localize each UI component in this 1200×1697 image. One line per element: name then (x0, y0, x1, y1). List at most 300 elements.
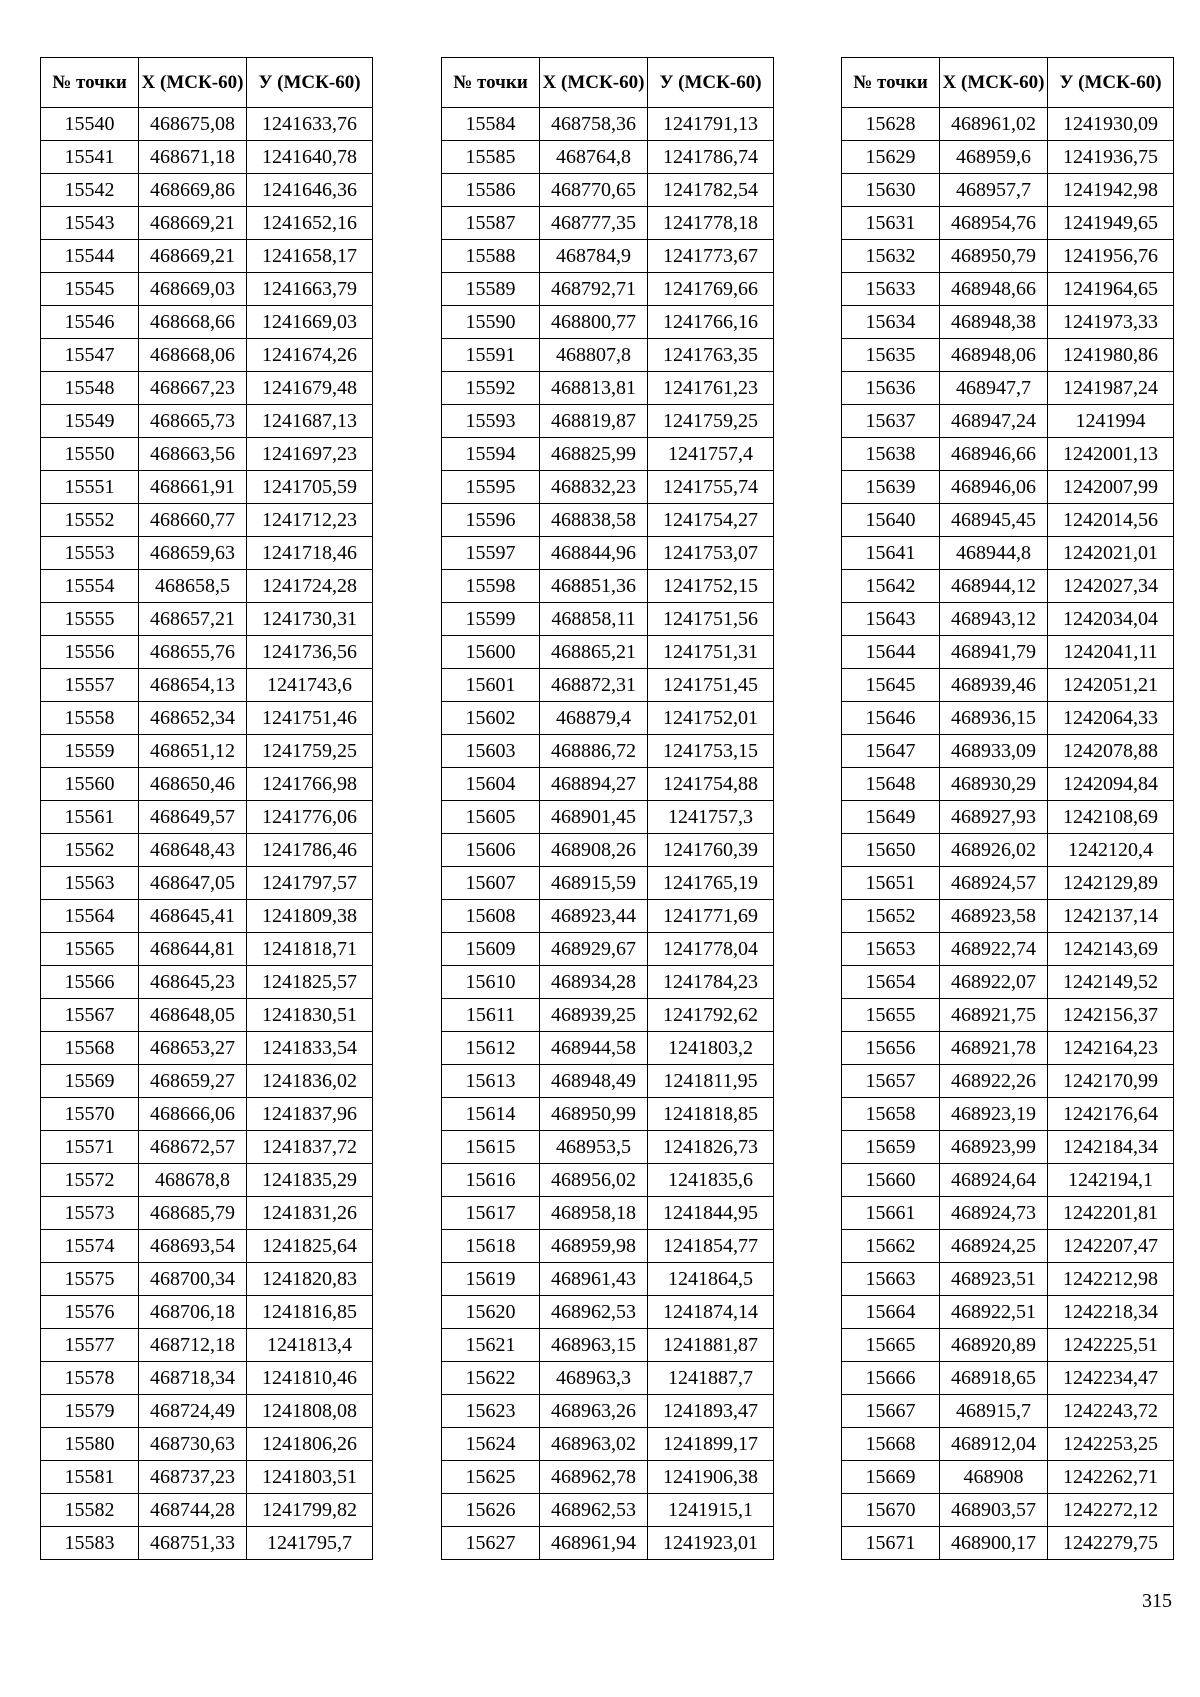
table-row (842, 867, 1174, 900)
y-coordinate-cell: 1241786,46 (247, 834, 373, 867)
y-coordinate-cell: 1241973,33 (1048, 306, 1174, 339)
x-coordinate-cell: 468922,07 (940, 966, 1048, 999)
y-coordinate-cell: 1242176,64 (1048, 1098, 1174, 1131)
y-coordinate-cell: 1242170,99 (1048, 1065, 1174, 1098)
table-row (41, 867, 373, 900)
point-number-cell: 15648 (842, 768, 940, 801)
page-number: 315 (1142, 1590, 1172, 1612)
point-number-cell: 15555 (41, 603, 139, 636)
table-row (442, 174, 774, 207)
y-coordinate-cell: 1241753,15 (648, 735, 774, 768)
point-number-cell: 15632 (842, 240, 940, 273)
x-coordinate-cell: 468648,05 (139, 999, 247, 1032)
table-row (41, 1461, 373, 1494)
table-row (41, 636, 373, 669)
table-row (442, 1197, 774, 1230)
table-row (842, 1296, 1174, 1329)
y-coordinate-cell: 1242194,1 (1048, 1164, 1174, 1197)
x-coordinate-cell: 468666,06 (139, 1098, 247, 1131)
x-coordinate-cell: 468644,81 (139, 933, 247, 966)
table-row (41, 735, 373, 768)
point-number-cell: 15628 (842, 108, 940, 141)
x-coordinate-cell: 468944,58 (540, 1032, 648, 1065)
point-number-cell: 15590 (442, 306, 540, 339)
point-number-cell: 15574 (41, 1230, 139, 1263)
y-coordinate-cell: 1241825,57 (247, 966, 373, 999)
x-coordinate-cell: 468915,7 (940, 1395, 1048, 1428)
y-coordinate-cell: 1242149,52 (1048, 966, 1174, 999)
point-number-cell: 15627 (442, 1527, 540, 1560)
x-coordinate-cell: 468819,87 (540, 405, 648, 438)
x-coordinate-cell: 468685,79 (139, 1197, 247, 1230)
x-coordinate-cell: 468950,99 (540, 1098, 648, 1131)
x-coordinate-cell: 468900,17 (940, 1527, 1048, 1560)
y-coordinate-cell: 1242279,75 (1048, 1527, 1174, 1560)
table-row (442, 108, 774, 141)
y-coordinate-cell: 1241759,25 (247, 735, 373, 768)
y-coordinate-cell: 1241899,17 (648, 1428, 774, 1461)
point-number-cell: 15553 (41, 537, 139, 570)
table-row (442, 735, 774, 768)
table-row (842, 207, 1174, 240)
y-coordinate-cell: 1241771,69 (648, 900, 774, 933)
point-number-cell: 15550 (41, 438, 139, 471)
point-number-cell: 15616 (442, 1164, 540, 1197)
y-coordinate-cell: 1241803,2 (648, 1032, 774, 1065)
point-number-cell: 15662 (842, 1230, 940, 1263)
x-coordinate-cell: 468947,24 (940, 405, 1048, 438)
y-coordinate-cell: 1241751,31 (648, 636, 774, 669)
y-coordinate-cell: 1242094,84 (1048, 768, 1174, 801)
x-coordinate-cell: 468920,89 (940, 1329, 1048, 1362)
x-coordinate-cell: 468922,74 (940, 933, 1048, 966)
y-coordinate-cell: 1241760,39 (648, 834, 774, 867)
x-coordinate-cell: 468930,29 (940, 768, 1048, 801)
x-coordinate-cell: 468865,21 (540, 636, 648, 669)
table-row (41, 1395, 373, 1428)
y-coordinate-cell: 1241724,28 (247, 570, 373, 603)
table-row (442, 1263, 774, 1296)
point-number-cell: 15595 (442, 471, 540, 504)
y-coordinate-cell: 1242143,69 (1048, 933, 1174, 966)
x-coordinate-cell: 468923,58 (940, 900, 1048, 933)
point-number-cell: 15573 (41, 1197, 139, 1230)
table-row (41, 1428, 373, 1461)
y-coordinate-cell: 1242027,34 (1048, 570, 1174, 603)
table-row (842, 702, 1174, 735)
x-coordinate-cell: 468669,21 (139, 240, 247, 273)
point-number-header: № точки (41, 58, 139, 108)
point-number-cell: 15560 (41, 768, 139, 801)
x-coordinate-cell: 468654,13 (139, 669, 247, 702)
y-coordinate-cell: 1242184,34 (1048, 1131, 1174, 1164)
point-number-cell: 15626 (442, 1494, 540, 1527)
x-coordinate-cell: 468939,25 (540, 999, 648, 1032)
point-number-cell: 15585 (442, 141, 540, 174)
table-row (41, 966, 373, 999)
y-coordinate-cell: 1241820,83 (247, 1263, 373, 1296)
table-row (842, 504, 1174, 537)
y-coordinate-cell: 1241810,46 (247, 1362, 373, 1395)
table-row (842, 1032, 1174, 1065)
point-number-cell: 15670 (842, 1494, 940, 1527)
x-coordinate-cell: 468832,23 (540, 471, 648, 504)
point-number-cell: 15562 (41, 834, 139, 867)
x-coordinate-cell: 468655,76 (139, 636, 247, 669)
x-coordinate-cell: 468924,73 (940, 1197, 1048, 1230)
table-row (442, 1461, 774, 1494)
y-coordinate-cell: 1241663,79 (247, 273, 373, 306)
point-number-cell: 15548 (41, 372, 139, 405)
table-row (842, 1428, 1174, 1461)
y-coordinate-cell: 1242021,01 (1048, 537, 1174, 570)
x-coordinate-cell: 468744,28 (139, 1494, 247, 1527)
y-coordinate-cell: 1241874,14 (648, 1296, 774, 1329)
y-coordinate-header: У (МСК-60) (247, 58, 373, 108)
point-number-cell: 15669 (842, 1461, 940, 1494)
point-number-cell: 15578 (41, 1362, 139, 1395)
point-number-cell: 15580 (41, 1428, 139, 1461)
x-coordinate-cell: 468908 (940, 1461, 1048, 1494)
x-coordinate-cell: 468777,35 (540, 207, 648, 240)
point-number-cell: 15633 (842, 273, 940, 306)
y-coordinate-cell: 1241833,54 (247, 1032, 373, 1065)
x-coordinate-cell: 468944,12 (940, 570, 1048, 603)
x-coordinate-cell: 468926,02 (940, 834, 1048, 867)
table-row (41, 273, 373, 306)
x-coordinate-cell: 468669,03 (139, 273, 247, 306)
table-row (442, 570, 774, 603)
y-coordinate-cell: 1242120,4 (1048, 834, 1174, 867)
x-coordinate-cell: 468927,93 (940, 801, 1048, 834)
point-number-cell: 15650 (842, 834, 940, 867)
table-row (842, 1197, 1174, 1230)
x-coordinate-cell: 468903,57 (940, 1494, 1048, 1527)
table-row (442, 768, 774, 801)
table-row (442, 273, 774, 306)
table-row (41, 1032, 373, 1065)
x-coordinate-cell: 468963,26 (540, 1395, 648, 1428)
x-coordinate-cell: 468918,65 (940, 1362, 1048, 1395)
table-row (442, 1065, 774, 1098)
y-coordinate-cell: 1241697,23 (247, 438, 373, 471)
point-number-cell: 15589 (442, 273, 540, 306)
y-coordinate-cell: 1241797,57 (247, 867, 373, 900)
table-row (41, 504, 373, 537)
point-number-cell: 15664 (842, 1296, 940, 1329)
x-coordinate-cell: 468948,49 (540, 1065, 648, 1098)
table-row (442, 1296, 774, 1329)
table-row (41, 900, 373, 933)
table-row (842, 603, 1174, 636)
table-row (442, 438, 774, 471)
x-coordinate-cell: 468667,23 (139, 372, 247, 405)
point-number-cell: 15661 (842, 1197, 940, 1230)
x-coordinate-cell: 468946,66 (940, 438, 1048, 471)
y-coordinate-cell: 1241836,02 (247, 1065, 373, 1098)
x-coordinate-cell: 468661,91 (139, 471, 247, 504)
y-coordinate-cell: 1241906,38 (648, 1461, 774, 1494)
table-row (41, 438, 373, 471)
x-coordinate-cell: 468724,49 (139, 1395, 247, 1428)
table-row (442, 1032, 774, 1065)
table-row (41, 174, 373, 207)
x-coordinate-cell: 468675,08 (139, 108, 247, 141)
point-number-cell: 15666 (842, 1362, 940, 1395)
y-coordinate-cell: 1241776,06 (247, 801, 373, 834)
x-coordinate-cell: 468947,7 (940, 372, 1048, 405)
y-coordinate-cell: 1241751,46 (247, 702, 373, 735)
x-coordinate-cell: 468924,25 (940, 1230, 1048, 1263)
x-coordinate-cell: 468672,57 (139, 1131, 247, 1164)
x-coordinate-cell: 468933,09 (940, 735, 1048, 768)
y-coordinate-cell: 1241887,7 (648, 1362, 774, 1395)
x-coordinate-cell: 468657,21 (139, 603, 247, 636)
table-row (442, 471, 774, 504)
x-coordinate-cell: 468921,75 (940, 999, 1048, 1032)
point-number-cell: 15592 (442, 372, 540, 405)
y-coordinate-cell: 1242064,33 (1048, 702, 1174, 735)
table-row (41, 339, 373, 372)
y-coordinate-cell: 1242129,89 (1048, 867, 1174, 900)
y-coordinate-cell: 1242201,81 (1048, 1197, 1174, 1230)
point-number-cell: 15586 (442, 174, 540, 207)
x-coordinate-cell: 468924,64 (940, 1164, 1048, 1197)
point-number-header: № точки (442, 58, 540, 108)
table-row (842, 999, 1174, 1032)
point-number-cell: 15606 (442, 834, 540, 867)
x-coordinate-cell: 468858,11 (540, 603, 648, 636)
x-coordinate-cell: 468737,23 (139, 1461, 247, 1494)
table-row (442, 306, 774, 339)
x-coordinate-cell: 468901,45 (540, 801, 648, 834)
point-number-cell: 15665 (842, 1329, 940, 1362)
y-coordinate-cell: 1241652,16 (247, 207, 373, 240)
x-coordinate-cell: 468872,31 (540, 669, 648, 702)
table-row (842, 900, 1174, 933)
point-number-cell: 15642 (842, 570, 940, 603)
y-coordinate-cell: 1241813,4 (247, 1329, 373, 1362)
table-row (842, 1395, 1174, 1428)
table-row (442, 1230, 774, 1263)
y-coordinate-cell: 1242272,12 (1048, 1494, 1174, 1527)
table-row (41, 933, 373, 966)
x-coordinate-cell: 468770,65 (540, 174, 648, 207)
y-coordinate-cell: 1241782,54 (648, 174, 774, 207)
x-coordinate-cell: 468939,46 (940, 669, 1048, 702)
y-coordinate-cell: 1241835,29 (247, 1164, 373, 1197)
y-coordinate-cell: 1241881,87 (648, 1329, 774, 1362)
point-number-cell: 15603 (442, 735, 540, 768)
x-coordinate-cell: 468671,18 (139, 141, 247, 174)
point-number-cell: 15567 (41, 999, 139, 1032)
table-row (41, 207, 373, 240)
x-coordinate-cell: 468912,04 (940, 1428, 1048, 1461)
table-row (442, 1527, 774, 1560)
y-coordinate-cell: 1241942,98 (1048, 174, 1174, 207)
point-number-cell: 15646 (842, 702, 940, 735)
y-coordinate-cell: 1241835,6 (648, 1164, 774, 1197)
x-coordinate-cell: 468886,72 (540, 735, 648, 768)
table-row (41, 240, 373, 273)
table-row (442, 801, 774, 834)
point-number-cell: 15609 (442, 933, 540, 966)
x-coordinate-cell: 468963,15 (540, 1329, 648, 1362)
point-number-cell: 15652 (842, 900, 940, 933)
y-coordinate-cell: 1241831,26 (247, 1197, 373, 1230)
point-number-cell: 15637 (842, 405, 940, 438)
y-coordinate-cell: 1241837,72 (247, 1131, 373, 1164)
point-number-cell: 15623 (442, 1395, 540, 1428)
point-number-cell: 15549 (41, 405, 139, 438)
x-coordinate-cell: 468669,21 (139, 207, 247, 240)
table-header-row (442, 58, 774, 108)
coordinates-table-1 (40, 57, 373, 1560)
table-row (842, 141, 1174, 174)
y-coordinate-cell: 1241949,65 (1048, 207, 1174, 240)
point-number-cell: 15612 (442, 1032, 540, 1065)
y-coordinate-cell: 1241757,4 (648, 438, 774, 471)
x-coordinate-cell: 468659,27 (139, 1065, 247, 1098)
point-number-cell: 15619 (442, 1263, 540, 1296)
x-coordinate-cell: 468669,86 (139, 174, 247, 207)
table-row (41, 603, 373, 636)
point-number-cell: 15643 (842, 603, 940, 636)
table-row (442, 504, 774, 537)
table-row (842, 1164, 1174, 1197)
coordinates-table-2 (441, 57, 774, 1560)
table-row (442, 1329, 774, 1362)
table-row (442, 1362, 774, 1395)
table-row (41, 834, 373, 867)
table-row (41, 1164, 373, 1197)
y-coordinate-cell: 1242253,25 (1048, 1428, 1174, 1461)
x-coordinate-cell: 468962,53 (540, 1494, 648, 1527)
x-coordinate-cell: 468851,36 (540, 570, 648, 603)
point-number-cell: 15625 (442, 1461, 540, 1494)
x-coordinate-cell: 468718,34 (139, 1362, 247, 1395)
point-number-cell: 15569 (41, 1065, 139, 1098)
y-coordinate-cell: 1241754,88 (648, 768, 774, 801)
table-row (842, 273, 1174, 306)
point-number-cell: 15556 (41, 636, 139, 669)
x-coordinate-cell: 468894,27 (540, 768, 648, 801)
x-coordinate-cell: 468908,26 (540, 834, 648, 867)
table-row (41, 1362, 373, 1395)
x-coordinate-header: Х (МСК-60) (139, 58, 247, 108)
x-coordinate-cell: 468961,43 (540, 1263, 648, 1296)
x-coordinate-cell: 468915,59 (540, 867, 648, 900)
y-coordinate-header: У (МСК-60) (648, 58, 774, 108)
x-coordinate-cell: 468922,51 (940, 1296, 1048, 1329)
point-number-cell: 15540 (41, 108, 139, 141)
x-coordinate-cell: 468944,8 (940, 537, 1048, 570)
point-number-cell: 15629 (842, 141, 940, 174)
y-coordinate-cell: 1241752,01 (648, 702, 774, 735)
table-row (41, 669, 373, 702)
point-number-cell: 15651 (842, 867, 940, 900)
point-number-cell: 15659 (842, 1131, 940, 1164)
x-coordinate-cell: 468963,02 (540, 1428, 648, 1461)
point-number-cell: 15594 (442, 438, 540, 471)
y-coordinate-cell: 1241923,01 (648, 1527, 774, 1560)
y-coordinate-cell: 1242051,21 (1048, 669, 1174, 702)
table-row (842, 405, 1174, 438)
table-row (842, 1461, 1174, 1494)
x-coordinate-cell: 468936,15 (940, 702, 1048, 735)
point-number-cell: 15634 (842, 306, 940, 339)
table-row (842, 735, 1174, 768)
table-row (442, 834, 774, 867)
y-coordinate-cell: 1241837,96 (247, 1098, 373, 1131)
table-row (842, 570, 1174, 603)
point-number-cell: 15645 (842, 669, 940, 702)
y-coordinate-cell: 1241778,04 (648, 933, 774, 966)
x-coordinate-cell: 468665,73 (139, 405, 247, 438)
point-number-cell: 15557 (41, 669, 139, 702)
point-number-cell: 15572 (41, 1164, 139, 1197)
table-row (842, 306, 1174, 339)
x-coordinate-cell: 468959,6 (940, 141, 1048, 174)
x-coordinate-cell: 468712,18 (139, 1329, 247, 1362)
x-coordinate-cell: 468678,8 (139, 1164, 247, 1197)
x-coordinate-cell: 468663,56 (139, 438, 247, 471)
point-number-cell: 15639 (842, 471, 940, 504)
y-coordinate-cell: 1241705,59 (247, 471, 373, 504)
x-coordinate-cell: 468668,06 (139, 339, 247, 372)
x-coordinate-cell: 468838,58 (540, 504, 648, 537)
point-number-cell: 15655 (842, 999, 940, 1032)
table-row (442, 900, 774, 933)
table-row (41, 570, 373, 603)
x-coordinate-cell: 468963,3 (540, 1362, 648, 1395)
y-coordinate-cell: 1242243,72 (1048, 1395, 1174, 1428)
y-coordinate-cell: 1241964,65 (1048, 273, 1174, 306)
x-coordinate-cell: 468844,96 (540, 537, 648, 570)
x-coordinate-cell: 468649,57 (139, 801, 247, 834)
y-coordinate-cell: 1241893,47 (648, 1395, 774, 1428)
table-row (842, 174, 1174, 207)
table-row (842, 1527, 1174, 1560)
y-coordinate-cell: 1241752,15 (648, 570, 774, 603)
y-coordinate-cell: 1241826,73 (648, 1131, 774, 1164)
y-coordinate-cell: 1241791,13 (648, 108, 774, 141)
x-coordinate-cell: 468706,18 (139, 1296, 247, 1329)
y-coordinate-cell: 1241736,56 (247, 636, 373, 669)
point-number-cell: 15605 (442, 801, 540, 834)
x-coordinate-cell: 468784,9 (540, 240, 648, 273)
table-row (41, 1098, 373, 1131)
table-row (442, 339, 774, 372)
y-coordinate-cell: 1241778,18 (648, 207, 774, 240)
y-coordinate-cell: 1241674,26 (247, 339, 373, 372)
x-coordinate-cell: 468700,34 (139, 1263, 247, 1296)
table-row (442, 1494, 774, 1527)
x-coordinate-cell: 468800,77 (540, 306, 648, 339)
point-number-cell: 15561 (41, 801, 139, 834)
x-coordinate-cell: 468950,79 (940, 240, 1048, 273)
y-coordinate-cell: 1241773,67 (648, 240, 774, 273)
point-number-cell: 15579 (41, 1395, 139, 1428)
x-coordinate-cell: 468645,23 (139, 966, 247, 999)
x-coordinate-cell: 468653,27 (139, 1032, 247, 1065)
table-row (842, 537, 1174, 570)
y-coordinate-cell: 1241809,38 (247, 900, 373, 933)
table-row (842, 1230, 1174, 1263)
y-coordinate-cell: 1242137,14 (1048, 900, 1174, 933)
y-coordinate-cell: 1241786,74 (648, 141, 774, 174)
y-coordinate-cell: 1241755,74 (648, 471, 774, 504)
